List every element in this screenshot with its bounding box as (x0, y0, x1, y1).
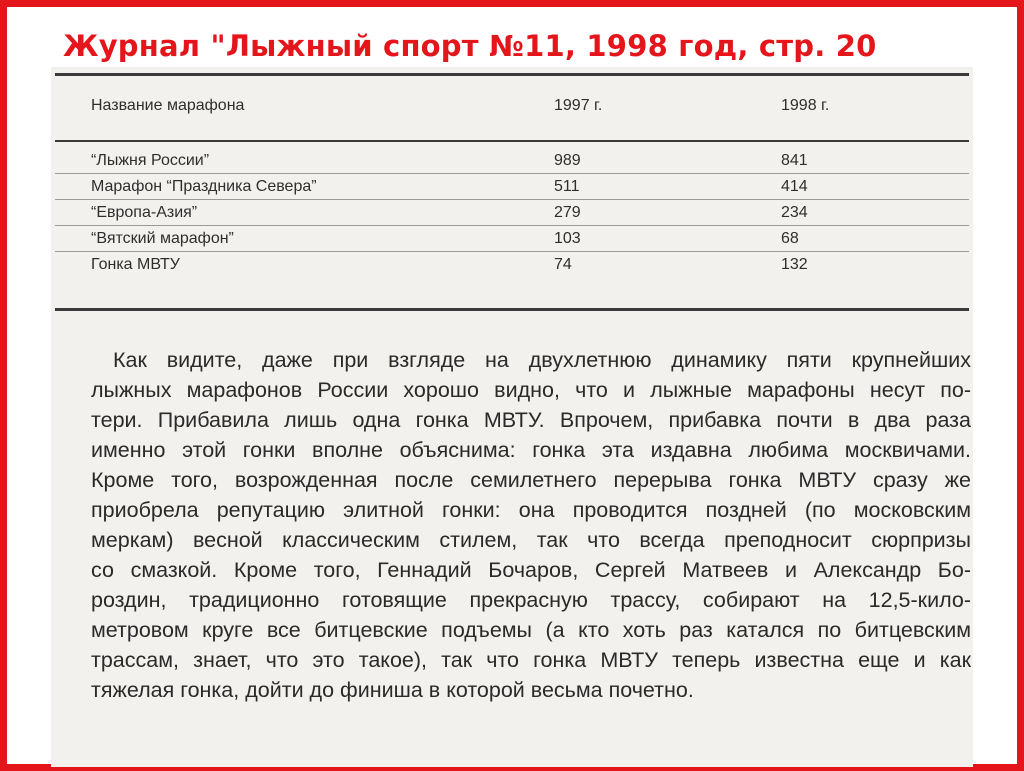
value-1998: 841 (781, 152, 808, 169)
paragraph-line: именно этой гонки вполне объяснима: гонка эта издавна любима москвичами. (91, 438, 971, 462)
column-header-1997: 1997 г. (554, 97, 603, 114)
table-row (51, 174, 973, 200)
table-row (51, 226, 973, 252)
paragraph-line: Как видите, даже при взгляде на двухлетнюю динамику пяти крупнейших (113, 348, 971, 372)
paragraph-line: лыжных марафонов России хорошо видно, что и лыжные марафоны несут по- (91, 378, 971, 402)
value-1998: 414 (781, 178, 808, 195)
table-top-rule (55, 73, 969, 76)
value-1997: 989 (554, 152, 581, 169)
value-1997: 74 (554, 256, 572, 273)
marathon-name: “Европа-Азия” (91, 204, 198, 221)
table-bottom-rule (55, 308, 969, 311)
paragraph-line: приобрела репутацию элитной гонки: она проводится поздней (по московским (91, 498, 971, 522)
article-paragraph (91, 345, 971, 705)
value-1997: 103 (554, 230, 581, 247)
value-1998: 132 (781, 256, 808, 273)
marathon-name: “Лыжня России” (91, 152, 210, 169)
value-1997: 279 (554, 204, 581, 221)
source-caption: Журнал "Лыжный спорт №11, 1998 год, стр. 20 (63, 29, 877, 63)
marathon-name: Марафон “Праздника Севера” (91, 178, 317, 195)
scanned-page (51, 67, 973, 767)
column-header-name: Название марафона (91, 97, 245, 114)
paragraph-line: трассам, знает, что это такое), так что гонка МВТУ теперь известна еще и как (91, 648, 971, 672)
table-header-rule (55, 140, 969, 142)
column-header-1998: 1998 г. (781, 97, 830, 114)
table-row (51, 200, 973, 226)
table-row (51, 252, 973, 278)
paragraph-line: меркам) весной классическим стилем, так что всегда преподносит сюрпризы (91, 528, 971, 552)
marathon-name: “Вятский марафон” (91, 230, 234, 247)
marathon-name: Гонка МВТУ (91, 256, 180, 273)
table-row (51, 148, 973, 174)
value-1998: 234 (781, 204, 808, 221)
paragraph-line: роздин, традиционно готовящие прекрасную трассу, собирают на 12,5-кило- (91, 588, 971, 612)
value-1997: 511 (554, 178, 580, 195)
paragraph-line: со смазкой. Кроме того, Геннадий Бочаров, Сергей Матвеев и Александр Бо- (91, 558, 971, 582)
paragraph-line: Кроме того, возрожденная после семилетнего перерыва гонка МВТУ сразу же (91, 468, 971, 492)
paragraph-line: тяжелая гонка, дойти до финиша в которой весьма почетно. (91, 678, 694, 702)
value-1998: 68 (781, 230, 799, 247)
paragraph-line: метровом круге все битцевские подъемы (а кто хоть раз катался по битцевским (91, 618, 971, 642)
paragraph-line: тери. Прибавила лишь одна гонка МВТУ. Впрочем, прибавка почти в два раза (91, 408, 971, 432)
